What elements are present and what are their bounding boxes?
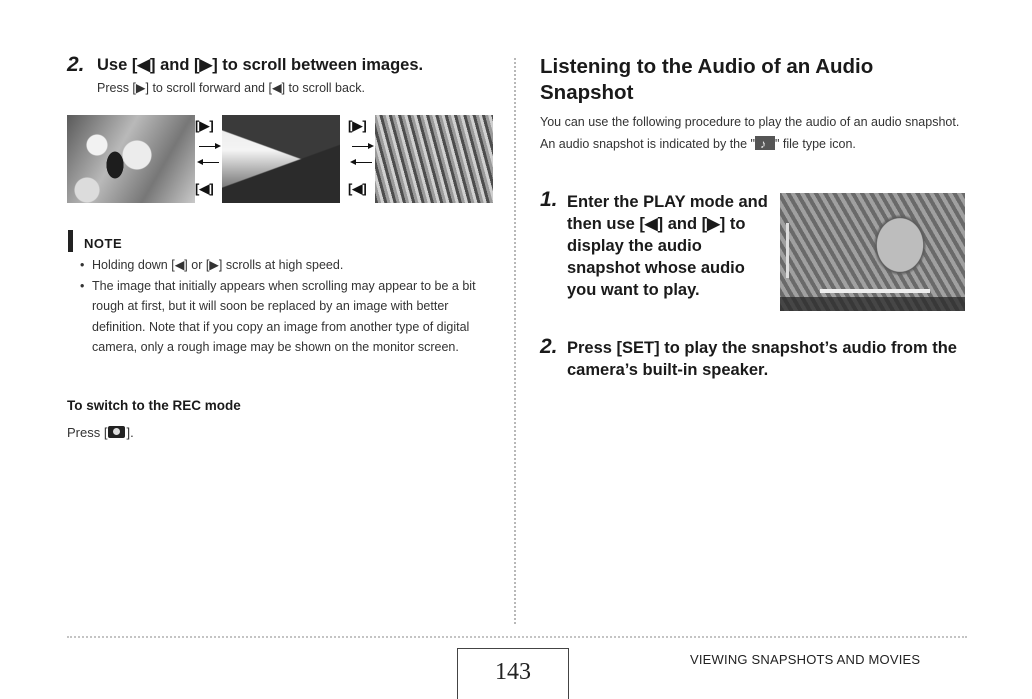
playback-progress-bar (820, 289, 930, 293)
page-number-box (457, 648, 569, 699)
forward-button-label-2: [▶] (348, 118, 367, 133)
mountain-photo (222, 115, 340, 203)
step-2-title: Use [◀] and [▶] to scroll between images. (97, 56, 424, 74)
step-1-number: 1. (540, 188, 558, 211)
note-bullet: • The image that initially appears when scrolling may appear to be a bit rough at first, but it will soon be replaced by an image with better definition. Note that if you copy an image from another type of digital camera, only a rough image may be shown on the monitor screen. (78, 276, 478, 358)
audio-snapshot-icon (755, 136, 775, 150)
back-button-label: [◀] (195, 181, 214, 196)
note-bullet: • Holding down [◀] or [▶] scrolls at high speed. (78, 255, 478, 276)
arrow-left-icon (199, 162, 219, 163)
arrow-left-icon-2 (352, 162, 372, 163)
step-2-description: Press [▶] to scroll forward and [◀] to scroll back. (97, 81, 365, 95)
playback-controls-strip (780, 297, 965, 311)
rec-mode-heading: To switch to the REC mode (67, 398, 241, 413)
forward-button-label: [▶] (195, 118, 214, 133)
note-title: NOTE (84, 236, 123, 251)
audio-snapshot-photo (780, 193, 965, 311)
step-2-number: 2. (67, 53, 85, 76)
footer-divider (67, 636, 967, 638)
step-2b-title: Press [SET] to play the snapshot’s audio from the camera’s built-in speaker. (567, 339, 957, 379)
footer-section-title: VIEWING SNAPSHOTS AND MOVIES (690, 652, 921, 667)
back-button-label-2: [◀] (348, 181, 367, 196)
column-divider (514, 58, 516, 624)
section-heading: Listening to the Audio of an Audio Snapshot (540, 55, 874, 104)
note-list (78, 255, 478, 358)
arrow-right-icon-2 (352, 146, 372, 147)
step-1-title: Enter the PLAY mode and then use [◀] and [▶] to display the audio snapshot whose audio you want to play. (567, 193, 768, 299)
arrow-right-icon (199, 146, 219, 147)
rec-mode-instruction: Press [ ]. (67, 425, 134, 440)
step-2b-number: 2. (540, 335, 558, 358)
camera-icon (108, 426, 125, 438)
section-intro: You can use the following procedure to play the audio of an audio snapshot. An audio snapshot is indicated by the "♪ " file type icon. (540, 112, 965, 155)
daisy-photo (67, 115, 195, 203)
page-number: 143 (495, 659, 531, 685)
note-marker (68, 230, 73, 252)
grass-photo (375, 115, 493, 203)
volume-indicator (786, 223, 789, 278)
